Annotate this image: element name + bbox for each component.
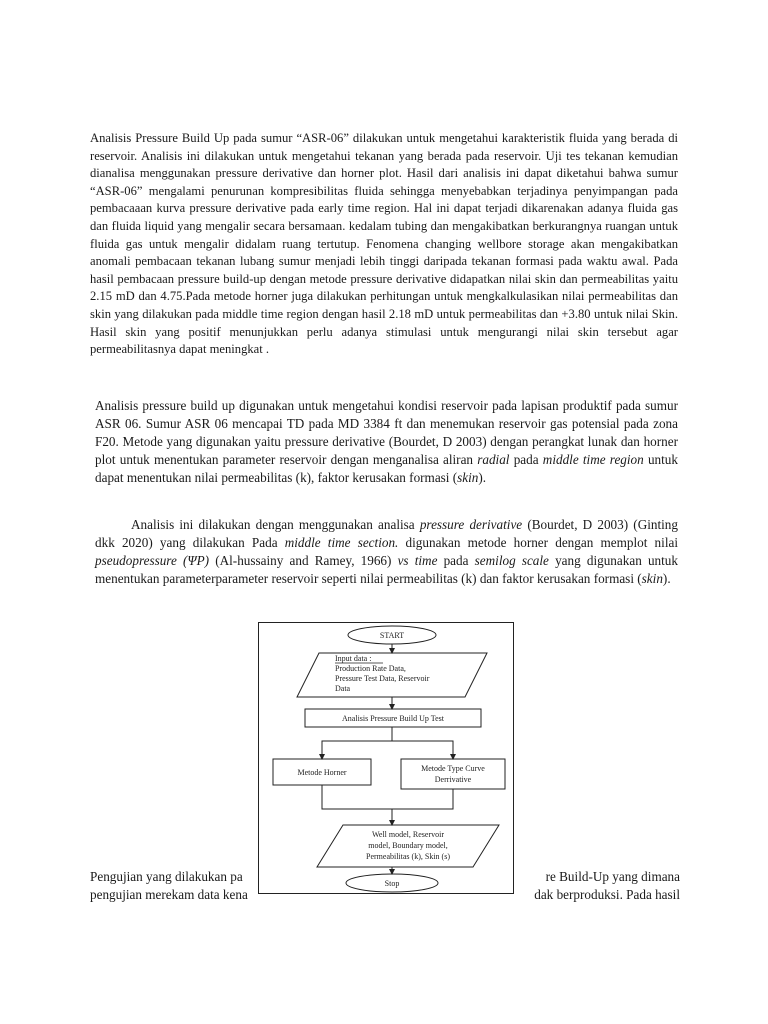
p3-text-6: yang digunakan untuk menentukan parameterparameter reservoir seperti nilai permeabilitas (k) dan faktor kerusakan formasi ( bbox=[95, 553, 678, 586]
p2-italic-mtr: middle time region bbox=[542, 452, 644, 467]
p4-line2-right: dak berproduksi. Pada hasil bbox=[534, 887, 680, 902]
p4-line2-left: pengujian merekam data kena bbox=[90, 887, 248, 902]
p2-text-4: ). bbox=[478, 470, 487, 485]
flowchart-svg bbox=[259, 623, 515, 895]
flowchart-figure bbox=[258, 622, 514, 894]
paragraph-2 bbox=[95, 397, 678, 487]
horner-label: Metode Horner bbox=[297, 768, 347, 777]
p2-italic-radial: radial bbox=[477, 452, 510, 467]
p2-text-1: Analisis pressure build up digunakan untuk mengetahui kondisi reservoir pada lapisan produktif pada sumur ASR 06. Sumur ASR 06 mencapai TD pada MD 3384 ft dan menemukan reservoir gas potensial pada zona F20. Metode yang digunakan yaitu pressure derivative (Bourdet, D 2003) dengan perangkat lunak dan horner plot untuk menentukan parameter reservoir dengan menganalisa aliran bbox=[95, 398, 678, 467]
p4-line1-left: Pengujian yang dilakukan pa bbox=[90, 869, 243, 884]
arrow-typecurve-merge bbox=[392, 789, 453, 809]
typecurve-line-1: Metode Type Curve bbox=[421, 764, 485, 773]
p3-italic-4: vs time bbox=[397, 553, 438, 568]
input-title: Input data : bbox=[335, 654, 372, 663]
p3-italic-1: pressure derivative bbox=[419, 517, 523, 532]
p4-line1-right: re Build-Up yang dimana bbox=[545, 869, 680, 884]
output-line-2: model, Boundary model, bbox=[368, 841, 448, 850]
p3-text-4: (Al-hussainy and Ramey, 1966) bbox=[209, 553, 398, 568]
p3-text-7: ). bbox=[662, 571, 671, 586]
p3-italic-6: skin bbox=[641, 571, 663, 586]
p3-text-2: (Bourdet, D 2003) (Ginting dkk 2020) yang dilakukan Pada bbox=[95, 517, 678, 550]
arrow-horner-merge bbox=[322, 785, 392, 809]
input-line-1: Production Rate Data, bbox=[335, 664, 406, 673]
p2-text-3: untuk dapat menentukan nilai permeabilitas (k), faktor kerusakan formasi ( bbox=[95, 452, 678, 485]
p3-italic-3: pseudopressure (ΨP) bbox=[95, 553, 210, 568]
p3-text-3: digunakan metode horner dengan memplot nilai bbox=[398, 535, 678, 550]
p2-italic-skin: skin bbox=[457, 470, 479, 485]
typecurve-line-2: Derrivative bbox=[434, 775, 472, 784]
output-line-1: Well model, Reservoir bbox=[371, 830, 445, 839]
stop-label: Stop bbox=[384, 879, 400, 888]
analysis-label: Analisis Pressure Build Up Test bbox=[342, 714, 444, 723]
arrow-analysis-typecurve bbox=[392, 741, 453, 759]
input-line-2: Pressure Test Data, Reservoir bbox=[335, 674, 430, 683]
p3-italic-5: semilog scale bbox=[474, 553, 549, 568]
output-line-3: Permeabilitas (k), Skin (s) bbox=[366, 852, 450, 861]
start-label: START bbox=[379, 631, 405, 640]
p2-text-2: pada bbox=[509, 452, 543, 467]
p3-text-5: pada bbox=[437, 553, 475, 568]
paragraph-3 bbox=[95, 516, 678, 588]
p3-text-1: Analisis ini dilakukan dengan menggunakan analisa bbox=[131, 517, 420, 532]
p3-italic-2: middle time section. bbox=[284, 535, 399, 550]
input-line-3: Data bbox=[335, 684, 351, 693]
arrow-analysis-horner bbox=[322, 727, 392, 759]
paragraph-1: Analisis Pressure Build Up pada sumur “ASR-06” dilakukan untuk mengetahui karakteristik fluida yang berada di reservoir. Analisis ini dilakukan untuk mengetahui tekanan yang berada pada reservoir. Uji tes tekanan kemudian dianalisa menggunakan pressure derivative dan horner plot. Hasil dari analisis ini dapat diketahui bahwa sumur “ASR-06” mengalami penurunan kompresibilitas fluida sehingga menyebabkan terjadinya penyimpangan pada pembacaaan kurva pressure derivative pada early time region. Hal ini dapat terjadi dikarenakan adanya fluida gas dan fluida liquid yang mengalir secara bersamaan. kedalam tubing dan mengakibatkan berkurangnya ruangan untuk fluida gas untuk mengalir didalam ruang tertutup. Fenomena changing wellbore storage akan mengakibatkan anomali pembacaan tekanan lubang sumur menjadi lebih tinggi daripada tekanan formasi pada waktu awal. Pada hasil pembacaan pressure build-up dengan metode pressure derivative didapatkan nilai skin dan permeabilitas yaitu 2.15 mD dan 4.75.Pada metode horner juga dilakukan perhitungan untuk mengkalkulasikan nilai permeabilitas dan skin yang dilakukan pada middle time region dengan hasil 2.18 mD untuk permeabilitas dan +3.80 untuk nilai Skin. Hasil skin yang positif menunjukkan perlu adanya stimulasi untuk mengurangi nilai skin tersebut agar permeabilitasnya dapat meningkat . bbox=[90, 131, 678, 357]
